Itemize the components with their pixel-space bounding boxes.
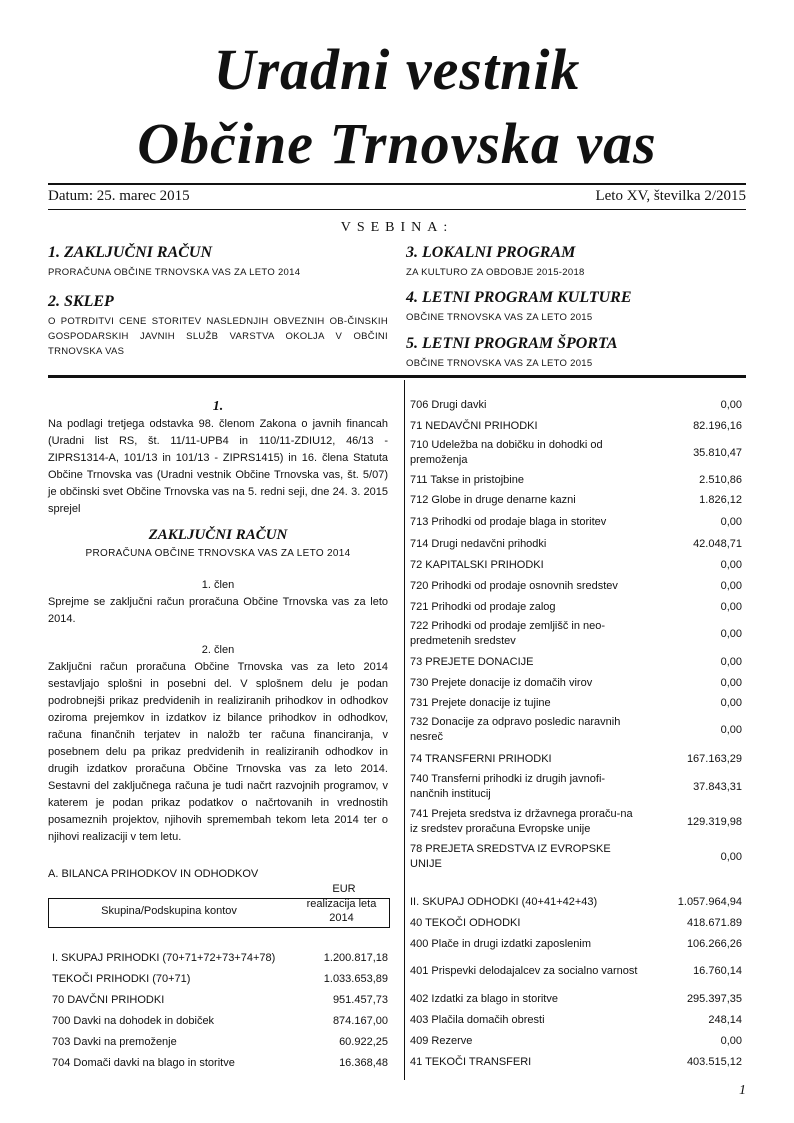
row-label: 710 Udeležba na dobičku in dohodki od premoženja (410, 439, 603, 466)
table-row (410, 915, 742, 931)
table-row (410, 1012, 742, 1028)
toc-item-subtitle: OBČINE TRNOVSKA VAS ZA LETO 2015 (406, 358, 593, 369)
row-value: 16.760,14 (693, 964, 742, 977)
row-value: 42.048,71 (693, 537, 742, 550)
table-row (410, 418, 742, 434)
row-value: 1.033.653,89 (323, 972, 388, 985)
clen-2-text: Zaključni račun proračuna Občine Trnovska vas za leto 2014 sestavljajo splošni in posebni del. V splošnem delu je podan podrobnejši prikaz predvidenih in realiziranih prihodkov in odhodkov oziroma prejemkov in izdatkov iz bilance prihodkov in odhodkov, računa finančnih terjatev in naložb ter računa financiranja, v posebnem delu pa prikaz predvidenih in realiziranih odhodkov in drugih izdatkov proračuna Občine Trnovska vas za leto 2014. Sestavni del zaključnega računa je tudi načrt razvojnih programov, v katerem je podan prikaz podatkov o načrtovanih in vrednostih posameznih projektov, njihovih spremembah tekom leta 2014 ter o njihovi realizaciji v tem letu. (48, 661, 388, 843)
zr-title: ZAKLJUČNI RAČUN (148, 527, 288, 543)
row-label: 72 KAPITALSKI PRIHODKI (410, 558, 544, 571)
table-row (410, 695, 742, 711)
row-label: TEKOČI PRIHODKI (70+71) (52, 972, 191, 985)
toc-item-title: 4. LETNI PROGRAM KULTURE (406, 289, 632, 306)
row-label: 40 TEKOČI ODHODKI (410, 916, 521, 929)
table-col-header-value: realizacija leta 2014 (306, 898, 377, 924)
table-row (52, 1013, 388, 1029)
row-label: 741 Prejeta sredstva iz državnega proraču-na iz sredstev proračuna Evropske unije (410, 808, 633, 835)
row-value: 0,00 (720, 398, 742, 411)
contents-heading: VSEBINA: (340, 220, 454, 235)
row-value: 37.843,31 (693, 780, 742, 793)
row-value: 418.671.89 (686, 916, 742, 929)
issue-number: Leto XV, številka 2/2015 (595, 188, 746, 204)
row-value: 0,00 (720, 627, 742, 640)
row-value: 0,00 (720, 600, 742, 613)
masthead-title-line1: Uradni vestnik (213, 37, 581, 102)
table-row (410, 536, 742, 552)
row-label: 403 Plačila domačih obresti (410, 1013, 545, 1026)
table-row (410, 771, 742, 803)
toc-item-title: 3. LOKALNI PROGRAM (406, 244, 576, 261)
table-row (410, 675, 742, 691)
toc-item-title: 2. SKLEP (48, 293, 114, 310)
header-rule-top (48, 183, 746, 185)
table-row (410, 397, 742, 413)
intro-paragraph: Na podlagi tretjega odstavka 98. členom Zakona o javnih financah (Uradni list RS, št. 11/11-UPB4 in 110/11-ZDIU12, 46/13 - ZIPRS1314-A, 101/13 in 101/13 - ZIPRS1415) in 16. člena Statuta Občine Trnovska vas (Uradni vestnik Občine Trnovska vas, št. 5/07) je občinski svet Občine Trnovska vas na 5. redni seji, dne 24. 3. 2015 sprejel (48, 418, 388, 515)
table-row (410, 618, 742, 650)
row-value: 106.266,26 (686, 937, 742, 950)
table-row (410, 578, 742, 594)
row-label: 722 Prihodki od prodaje zemljišč in neo-predmetenih sredstev (410, 620, 606, 647)
table-row (410, 751, 742, 767)
row-label: 71 NEDAVČNI PRIHODKI (410, 419, 538, 432)
row-label: 700 Davki na dohodek in dobiček (52, 1014, 215, 1027)
row-value: 0,00 (720, 1034, 742, 1047)
row-label: 740 Transferni prihodki iz drugih javnofi-nančnih institucij (410, 773, 606, 800)
table-row (410, 472, 742, 488)
row-value: 2.510,86 (699, 473, 742, 486)
clen-1-heading: 1. člen (201, 579, 235, 591)
row-label: 732 Donacije za odpravo posledic naravnih nesreč (410, 716, 621, 743)
row-label: 706 Drugi davki (410, 398, 487, 411)
table-row (52, 992, 388, 1008)
clen-2-heading: 2. člen (201, 644, 235, 656)
table-row (410, 991, 742, 1007)
row-label: 73 PREJETE DONACIJE (410, 655, 534, 668)
row-value: 874.167,00 (332, 1014, 388, 1027)
row-value: 167.163,29 (686, 752, 742, 765)
table-row (410, 654, 742, 670)
row-value: 0,00 (720, 850, 742, 863)
toc-item-title: 5. LETNI PROGRAM ŠPORTA (406, 335, 618, 352)
column-divider (404, 380, 405, 1080)
row-label: 720 Prihodki od prodaje osnovnih sredstev (410, 579, 618, 592)
zr-subtitle: PRORAČUNA OBČINE TRNOVSKA VAS ZA LETO 2014 (85, 548, 351, 559)
row-value: 1.826,12 (699, 493, 742, 506)
table-row (410, 841, 742, 873)
row-value: 0,00 (720, 655, 742, 668)
section-number: 1. (212, 399, 224, 414)
toc-item-subtitle: ZA KULTURO ZA OBDOBJE 2015-2018 (406, 267, 585, 278)
row-value: 951.457,73 (332, 993, 388, 1006)
row-value: 16.368,48 (339, 1056, 388, 1069)
table-row (410, 1033, 742, 1049)
row-value: 0,00 (720, 696, 742, 709)
row-value: 0,00 (720, 579, 742, 592)
toc-item-3 (406, 243, 746, 280)
toc-item-title: 1. ZAKLJUČNI RAČUN (48, 244, 213, 261)
row-label: 41 TEKOČI TRANSFERI (410, 1055, 532, 1068)
contents-rule (48, 375, 746, 378)
row-label: 730 Prejete donacije iz domačih virov (410, 676, 593, 689)
row-label: 70 DAVČNI PRIHODKI (52, 993, 165, 1006)
row-value: 60.922,25 (339, 1035, 388, 1048)
issue-date: Datum: 25. marec 2015 (48, 188, 190, 204)
row-label: 400 Plače in drugi izdatki zaposlenim (410, 937, 591, 950)
table-row (52, 971, 388, 987)
row-label: 409 Rezerve (410, 1034, 473, 1047)
row-label: 703 Davki na premoženje (52, 1035, 177, 1048)
row-value: 1.200.817,18 (323, 951, 388, 964)
toc-item-1 (48, 243, 388, 280)
table-row (410, 714, 742, 746)
clen-1-text: Sprejme se zaključni račun proračuna Občine Trnovska vas za leto 2014. (48, 596, 388, 625)
table-col-header-group: Skupina/Podskupina kontov (101, 905, 237, 917)
row-value: 0,00 (720, 723, 742, 736)
bilanca-heading: A. BILANCA PRIHODKOV IN ODHODKOV (48, 868, 259, 880)
row-value: 0,00 (720, 558, 742, 571)
row-value: 295.397,35 (686, 992, 742, 1005)
row-label: 401 Prispevki delodajalcev za socialno varnost (410, 964, 638, 977)
row-label: 402 Izdatki za blago in storitve (410, 992, 558, 1005)
table-row (410, 936, 742, 952)
row-label: 78 PREJETA SREDSTVA IZ EVROPSKE UNIJE (410, 843, 611, 870)
row-value: 82.196,16 (693, 419, 742, 432)
row-label: 74 TRANSFERNI PRIHODKI (410, 752, 552, 765)
row-value: 0,00 (720, 676, 742, 689)
row-label: 712 Globe in druge denarne kazni (410, 493, 576, 506)
table-row (410, 599, 742, 615)
row-label: II. SKUPAJ ODHODKI (40+41+42+43) (410, 895, 598, 908)
masthead-title-line2: Občine Trnovska vas (137, 111, 657, 176)
table-row (410, 806, 742, 838)
row-label: 714 Drugi nedavčni prihodki (410, 537, 547, 550)
table-row (410, 492, 742, 508)
toc-item-subtitle: O POTRDITVI CENE STORITEV NASLEDNJIH OBVEZNIH OB-ČINSKIH GOSPODARSKIH JAVNIH SLUŽB VARSTVA OKOLJA V OBČINI TRNOVSKA VAS (48, 316, 388, 357)
table-row (410, 1054, 742, 1070)
row-value: 1.057.964,94 (677, 895, 742, 908)
table-row (410, 437, 742, 469)
row-value: 0,00 (720, 515, 742, 528)
table-currency: EUR (332, 883, 356, 895)
row-value: 248,14 (708, 1013, 742, 1026)
toc-item-2 (48, 292, 388, 359)
toc-item-4 (406, 288, 746, 325)
table-header (48, 898, 390, 928)
row-label: 704 Domači davki na blago in storitve (52, 1056, 235, 1069)
toc-item-subtitle: PRORAČUNA OBČINE TRNOVSKA VAS ZA LETO 2014 (48, 267, 301, 278)
table-row (410, 557, 742, 573)
table-row (410, 894, 742, 910)
row-value: 403.515,12 (686, 1055, 742, 1068)
row-value: 129.319,98 (686, 815, 742, 828)
table-row (52, 950, 388, 966)
table-row (52, 1055, 388, 1071)
row-label: 721 Prihodki od prodaje zalog (410, 600, 556, 613)
table-row (52, 1034, 388, 1050)
row-label: 711 Takse in pristojbine (410, 473, 524, 486)
header-rule-bottom (48, 209, 746, 210)
toc-item-5 (406, 334, 746, 371)
page-number: 1 (739, 1083, 746, 1098)
toc-item-subtitle: OBČINE TRNOVSKA VAS ZA LETO 2015 (406, 312, 593, 323)
row-label: 731 Prejete donacije iz tujine (410, 696, 551, 709)
row-value: 35.810,47 (693, 446, 742, 459)
row-label: 713 Prihodki od prodaje blaga in storitev (410, 515, 607, 528)
row-label: I. SKUPAJ PRIHODKI (70+71+72+73+74+78) (52, 951, 276, 964)
table-row (410, 514, 742, 530)
table-row (410, 955, 742, 987)
